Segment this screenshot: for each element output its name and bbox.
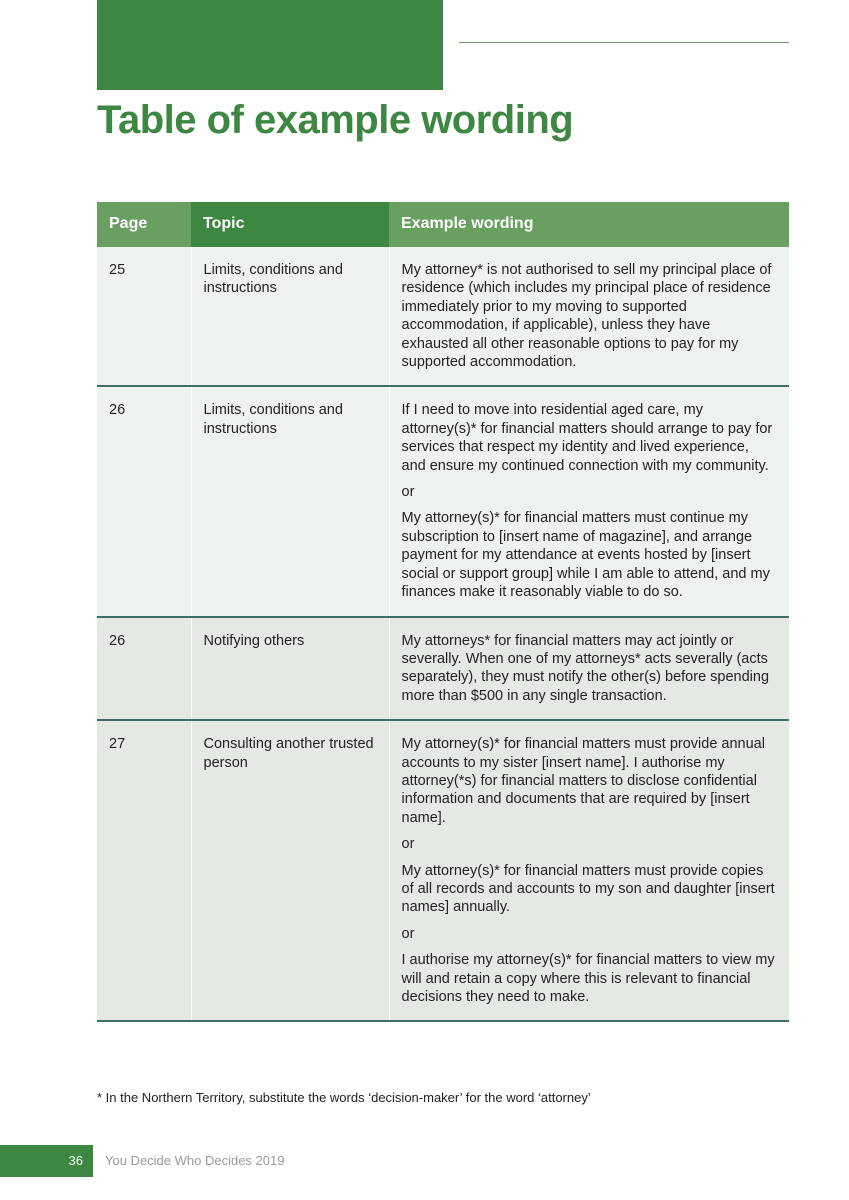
table-row xyxy=(97,720,789,1021)
row-example-wording xyxy=(389,720,789,1021)
page-number: 36 xyxy=(68,1153,83,1168)
page-title: Table of example wording xyxy=(97,98,574,142)
wording-paragraph: If I need to move into residential aged care, my attorney(s)* for financial matters should arrange to pay for services that respect my identity and lived experience, and ensure my continued connection with my community. xyxy=(401,402,773,474)
wording-paragraph: My attorney(s)* for financial matters must continue my subscription to [insert name of magazine], and arrange payment for my attendance at events hosted by [insert social or support group] while I am able to attend, and my finances make it reasonably viable to do so. xyxy=(401,510,770,601)
wording-or: or xyxy=(401,925,415,942)
row-topic: Limits, conditions and instructions xyxy=(191,386,389,616)
table-row xyxy=(97,617,789,721)
header-page: Page xyxy=(97,202,191,247)
table-row xyxy=(97,247,789,386)
wording-paragraph: I authorise my attorney(s)* for financial matters to view my will and retain a copy where this is relevant to financial decisions they need to make. xyxy=(401,952,775,1005)
wording-or: or xyxy=(401,484,415,501)
page-number-tab xyxy=(0,1145,93,1177)
row-topic: Notifying others xyxy=(191,617,389,721)
row-example-wording xyxy=(389,247,789,386)
example-wording-table xyxy=(97,202,789,1022)
header-example-wording: Example wording xyxy=(389,202,789,247)
header-rule xyxy=(459,42,789,43)
header-topic: Topic xyxy=(191,202,389,247)
row-example-wording xyxy=(389,617,789,721)
table-row xyxy=(97,386,789,616)
wording-or: or xyxy=(401,836,415,853)
row-page: 25 xyxy=(97,247,191,386)
footnote: * In the Northern Territory, substitute the words ‘decision-maker’ for the word ‘attorney’ xyxy=(97,1090,591,1105)
header-color-block xyxy=(97,0,443,90)
row-page: 26 xyxy=(97,617,191,721)
row-page: 26 xyxy=(97,386,191,616)
wording-paragraph: My attorney(s)* for financial matters must provide annual accounts to my sister [insert name]. I authorise my attorney(*s) for financial matters to disclose confidential information and documents that are required by [insert name]. xyxy=(401,736,765,826)
wording-paragraph: My attorney(s)* for financial matters must provide copies of all records and accounts to my son and daughter [insert names] annually. xyxy=(401,862,775,916)
wording-paragraph: My attorneys* for financial matters may act jointly or severally. When one of my attorneys* acts severally (acts separately), they must notify the other(s) before spending more than $500 in any single transaction. xyxy=(401,632,770,704)
wording-paragraph: My attorney* is not authorised to sell my principal place of residence (which includes my principal place of residence immediately prior to my moving to supported accommodation, if applicable), unless they have exhausted all other reasonable options to pay for my supported accommodation. xyxy=(401,262,772,371)
row-page: 27 xyxy=(97,720,191,1021)
row-topic: Limits, conditions and instructions xyxy=(191,247,389,386)
row-example-wording xyxy=(389,386,789,616)
row-topic: Consulting another trusted person xyxy=(191,720,389,1021)
publication-title: You Decide Who Decides 2019 xyxy=(105,1153,285,1168)
table-header-row xyxy=(97,202,789,247)
